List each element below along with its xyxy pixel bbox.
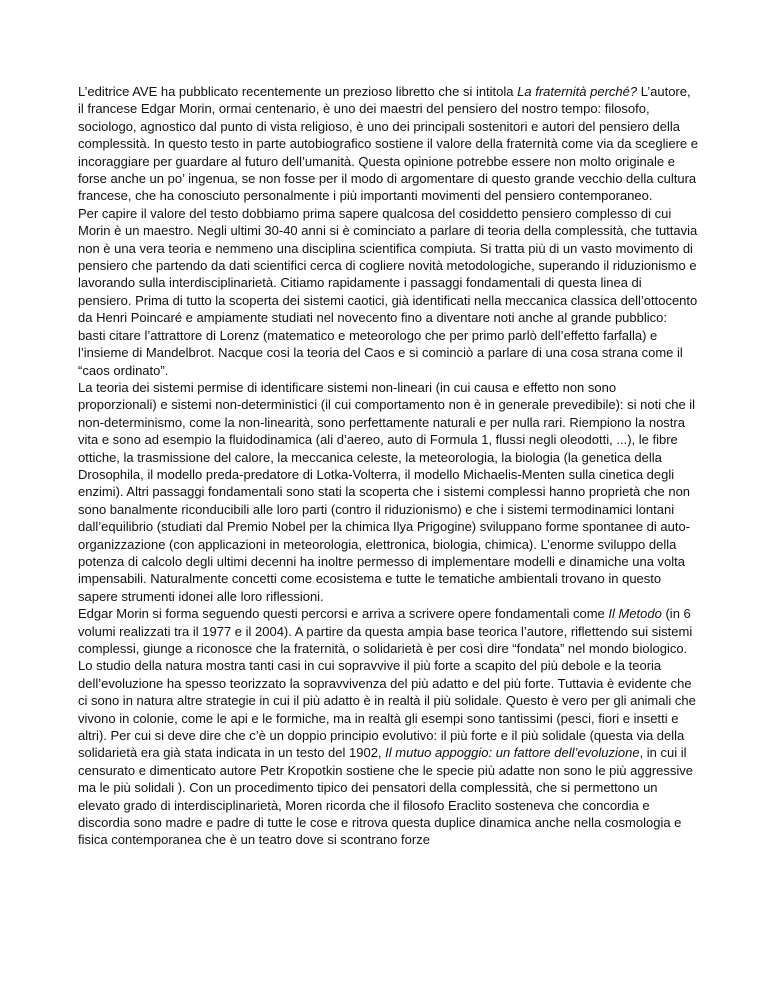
book-title: Il mutuo appoggio: un fattore dell’evoluzione bbox=[385, 745, 640, 761]
paragraph-complexity bbox=[78, 205, 698, 379]
book-title: Il Metodo bbox=[608, 606, 662, 622]
paragraph-text: , in cui il censurato e dimenticato autore Petr Kropotkin sostiene che le specie più adatte non sono le più aggressive ma le più solidali ). Con un procedimento tipico dei pensatori della complessità, che si permettono un elevato grado di interdisciplinarietà, Moren ricorda che il filosofo Eraclito sosteneva che concordia e discordia sono madre e padre di tutte le cose e ritrova questa duplice dinamica anche nella cosmologia e fisica contemporanea che è un teatro dove si scontrano forze bbox=[78, 745, 693, 848]
paragraph-text: (in 6 volumi realizzati tra il 1977 e il 2004). A partire da questa ampia base teorica l’autore, riflettendo sui sistemi complessi, giunge a riconosce che la fraternità, o solidarietà è per così dire “fondata” nel mondo biologico. Lo studio della natura mostra tanti casi in cui sopravvive il più forte a scapito del più debole e la teoria dell’evoluzione ha spesso teorizzato la sopravvivenza del più adatto e del più forte. Tuttavia è evidente che ci sono in natura altre strategie in cui il più adatto è in realtà il più solidale. Questo è vero per gli animali che vivono in colonie, come le api e le formiche, ma in realtà gli esempi sono tantissimi (pesci, fiori e insetti e altri). Per cui si deve dire che c’è un doppio principio evolutivo: il più forte e il più solidale (questa via della solidarietà era già stata indicata in un testo del 1902, bbox=[78, 606, 696, 761]
paragraph-text: Edgar Morin si forma seguendo questi percorsi e arriva a scrivere opere fondamentali come bbox=[78, 606, 609, 622]
document-page bbox=[78, 83, 698, 849]
paragraph-text: La teoria dei sistemi permise di identificare sistemi non-lineari (in cui causa e effetto non sono proporzionali) e sistemi non-deterministici (il cui comportamento non è in generale prevedibile): si noti che il non-determinismo, come la non-linearità, sono perfettamente naturali e per nulla rari. Riempiono la nostra vita e sono ad esempio la fluidodinamica (ali d’aereo, auto di Formula 1, flussi negli oleodotti, ...), le fibre ottiche, la trasmissione del calore, la meccanica celeste, la meteorologia, la biologia (la genetica della Drosophila, il modello preda-predatore di Lotka-Volterra, il modello Michaelis-Menten sulla cinetica degli enzimi). Altri passaggi fondamentali sono stati la scoperta che i sistemi complessi hanno proprietà che non sono banalmente riconducibili alle loro parti (contro il riduzionismo) e che i sistemi termodinamici lontani dall’equilibrio (studiati dal Premio Nobel per la chimica Ilya Prigogine) sviluppano forme spontanee di auto-organizzazione (con applicazioni in meteorologia, elettronica, biologia, chimica). L’enorme sviluppo della potenza di calcolo degli ultimi decenni ha inoltre permesso di implementare modelli e dinamiche una volta impensabili. Naturalmente concetti come ecosistema e tutte le tematiche ambientali trovano in questo sapere strumenti idonei alle loro riflessioni. bbox=[78, 379, 696, 604]
paragraph-text: L’editrice AVE ha pubblicato recentemente un prezioso libretto che si intitola bbox=[78, 84, 518, 99]
paragraph-intro bbox=[78, 83, 698, 205]
paragraph-morin-method bbox=[78, 605, 698, 849]
paragraph-systems-theory bbox=[78, 379, 698, 605]
book-title: La fraternità perché? bbox=[517, 84, 638, 99]
paragraph-text: L’autore, il francese Edgar Morin, ormai centenario, è uno dei maestri del pensiero del nostro tempo: filosofo, sociologo, agnostico dal punto di vista religioso, è uno dei principali sostenitori e autori del pensiero della complessità. In questo testo in parte autobiografico sostiene il valore della fraternità come via da scegliere e incoraggiare per guardare al futuro dell’umanità. Questa opinione potrebbe essere non molto originale e forse anche un po’ ingenua, se non fosse per il modo di argomentare di questo grande vecchio della cultura francese, che ha conosciuto personalmente i più importanti movimenti del pensiero contemporaneo. bbox=[78, 84, 699, 204]
paragraph-text: Per capire il valore del testo dobbiamo prima sapere qualcosa del cosiddetto pensiero complesso di cui Morin è un maestro. Negli ultimi 30-40 anni si è cominciato a parlare di teoria della complessità, che tuttavia non è una vera teoria e nemmeno una disciplina scientifica compiuta. Si tratta più di un vasto movimento di pensiero che partendo da dati scientifici cerca di cogliere novità metodologiche, superando il riduzionismo e lavorando sulla interdisciplinarietà. Citiamo rapidamente i passaggi fondamentali di questa linea di pensiero. Prima di tutto la scoperta dei sistemi caotici, già identificati nella meccanica classica dell’ottocento da Henri Poincaré e ampiamente studiati nel novecento fino a diventare noti anche al grande pubblico: basti citare l’attrattore di Lorenz (matematico e meteorologo che per primo parlò dell’effetto farfalla) e l’insieme di Mandelbrot. Nacque cosi la teoria del Caos e si cominciò a parlare di una cosa strana come il “caos ordinato”. bbox=[78, 205, 698, 378]
